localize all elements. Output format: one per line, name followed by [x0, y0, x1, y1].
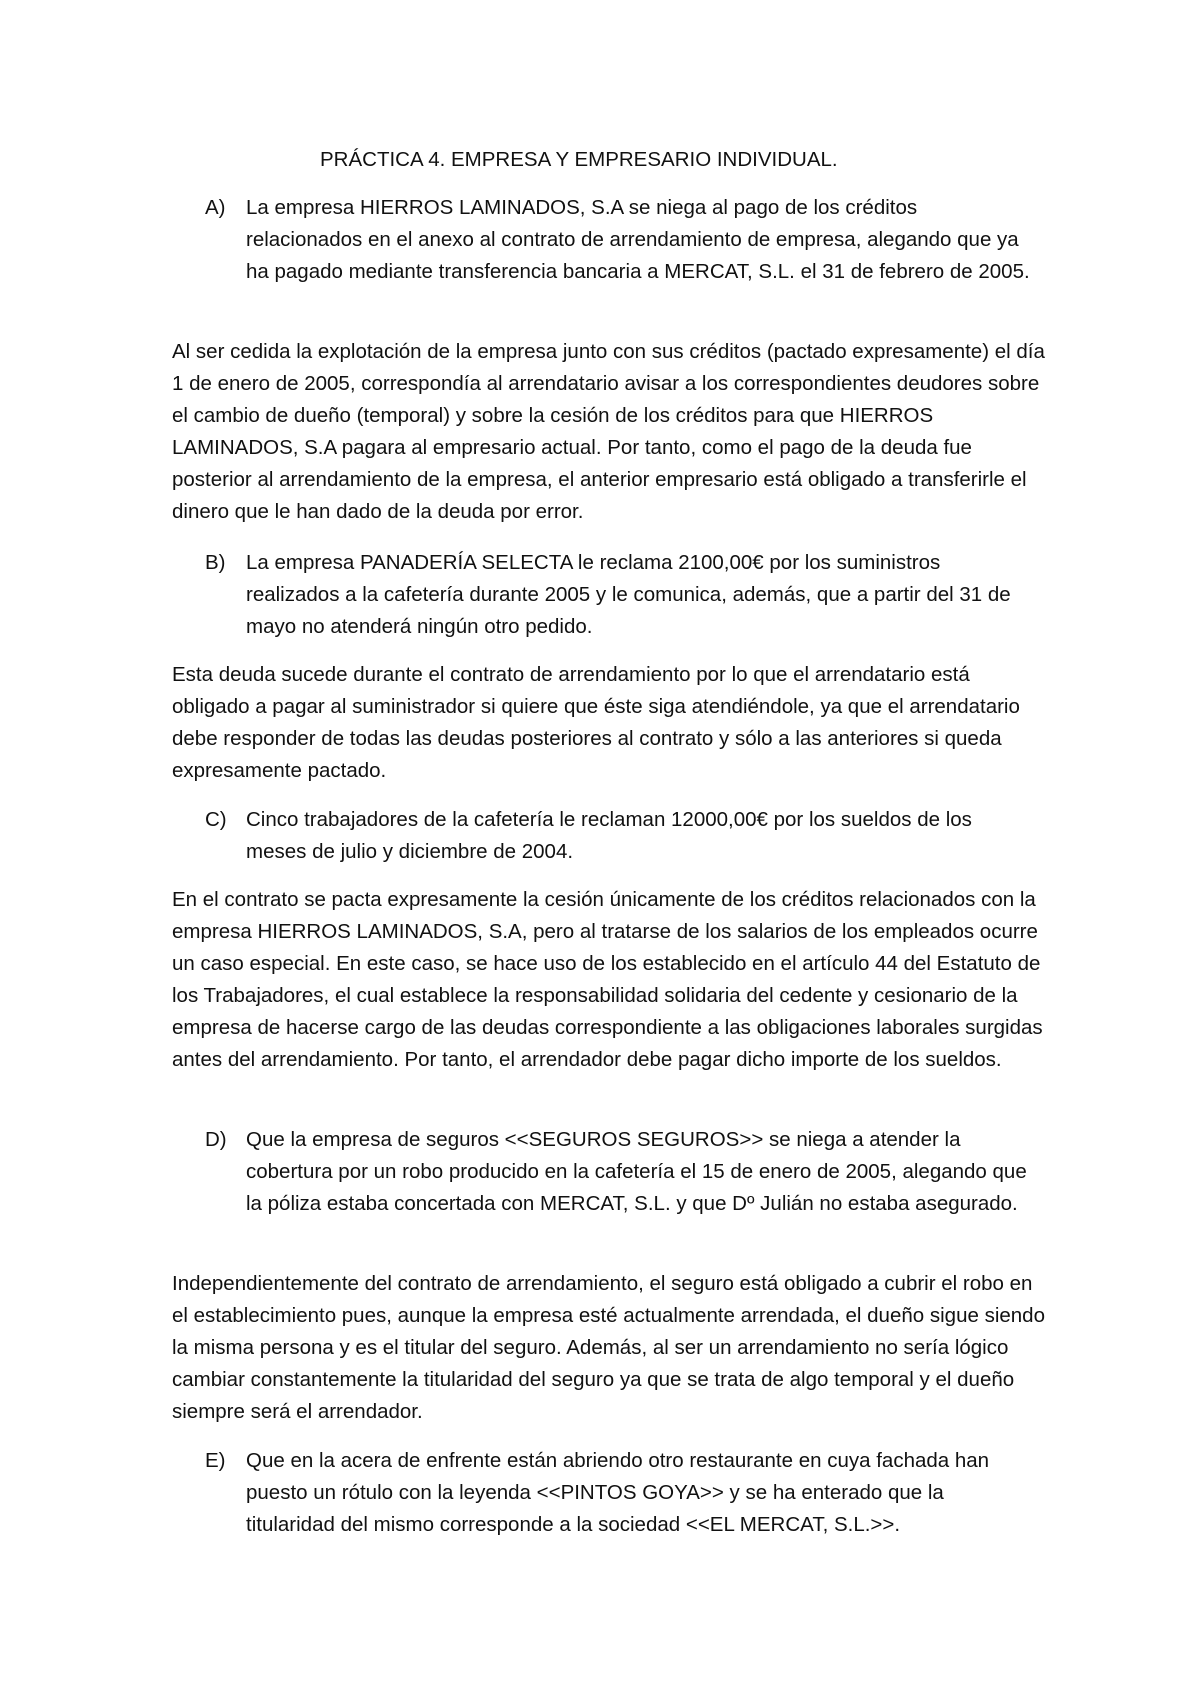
question-marker: E): [205, 1449, 226, 1472]
question-marker: A): [205, 196, 226, 219]
question-text: Cinco trabajadores de la cafetería le reclaman 12000,00€ por los sueldos de los meses de julio y diciembre de 2004.: [246, 808, 972, 863]
question-marker: C): [205, 808, 227, 831]
question-marker: D): [205, 1128, 227, 1151]
question-text: La empresa PANADERÍA SELECTA le reclama 2100,00€ por los suministros realizados a la cafetería durante 2005 y le comunica, además, que a partir del 31 de mayo no atenderá ningún otro pedido.: [246, 551, 1011, 638]
question-d: [205, 1124, 1035, 1220]
question-c: [205, 804, 1035, 868]
answer-c: En el contrato se pacta expresamente la cesión únicamente de los créditos relacionados con la empresa HIERROS LAMINADOS, S.A, pero al tratarse de los salarios de los empleados ocurre un caso especial. En este caso, se hace uso de los establecido en el artículo 44 del Estatuto de los Trabajadores, el cual establece la responsabilidad solidaria del cedente y cesionario de la empresa de hacerse cargo de las deudas correspondiente a las obligaciones laborales surgidas antes del arrendamiento. Por tanto, el arrendador debe pagar dicho importe de los sueldos.: [172, 888, 1043, 1071]
question-text: Que en la acera de enfrente están abriendo otro restaurante en cuya fachada han puesto un rótulo con la leyenda <<PINTOS GOYA>> y se ha enterado que la titularidad del mismo corresponde a la sociedad <<EL MERCAT, S.L.>>.: [246, 1449, 990, 1536]
document-title: PRÁCTICA 4. EMPRESA Y EMPRESARIO INDIVIDUAL.: [320, 148, 838, 171]
question-b: [205, 547, 1035, 643]
answer-d: Independientemente del contrato de arrendamiento, el seguro está obligado a cubrir el robo en el establecimiento pues, aunque la empresa esté actualmente arrendada, el dueño sigue siendo la misma persona y es el titular del seguro. Además, al ser un arrendamiento no sería lógico cambiar constantemente la titularidad del seguro ya que se trata de algo temporal y el dueño siempre será el arrendador.: [172, 1272, 1045, 1423]
answer-a: Al ser cedida la explotación de la empresa junto con sus créditos (pactado expresamente) el día 1 de enero de 2005, correspondía al arrendatario avisar a los correspondientes deudores sobre el cambio de dueño (temporal) y sobre la cesión de los créditos para que HIERROS LAMINADOS, S.A pagara al empresario actual. Por tanto, como el pago de la deuda fue posterior al arrendamiento de la empresa, el anterior empresario está obligado a transferirle el dinero que le han dado de la deuda por error.: [172, 340, 1045, 523]
question-text: La empresa HIERROS LAMINADOS, S.A se niega al pago de los créditos relacionados en el anexo al contrato de arrendamiento de empresa, alegando que ya ha pagado mediante transferencia bancaria a MERCAT, S.L. el 31 de febrero de 2005.: [246, 196, 1030, 283]
question-text: Que la empresa de seguros <<SEGUROS SEGUROS>> se niega a atender la cobertura por un robo producido en la cafetería el 15 de enero de 2005, alegando que la póliza estaba concertada con MERCAT, S.L. y que Dº Julián no estaba asegurado.: [246, 1128, 1027, 1215]
question-e: [205, 1445, 1035, 1541]
question-marker: B): [205, 551, 226, 574]
answer-b: Esta deuda sucede durante el contrato de arrendamiento por lo que el arrendatario está obligado a pagar al suministrador si quiere que éste siga atendiéndole, ya que el arrendatario debe responder de todas las deudas posteriores al contrato y sólo a las anteriores si queda expresamente pactado.: [172, 663, 1020, 782]
question-a: [205, 192, 1035, 288]
